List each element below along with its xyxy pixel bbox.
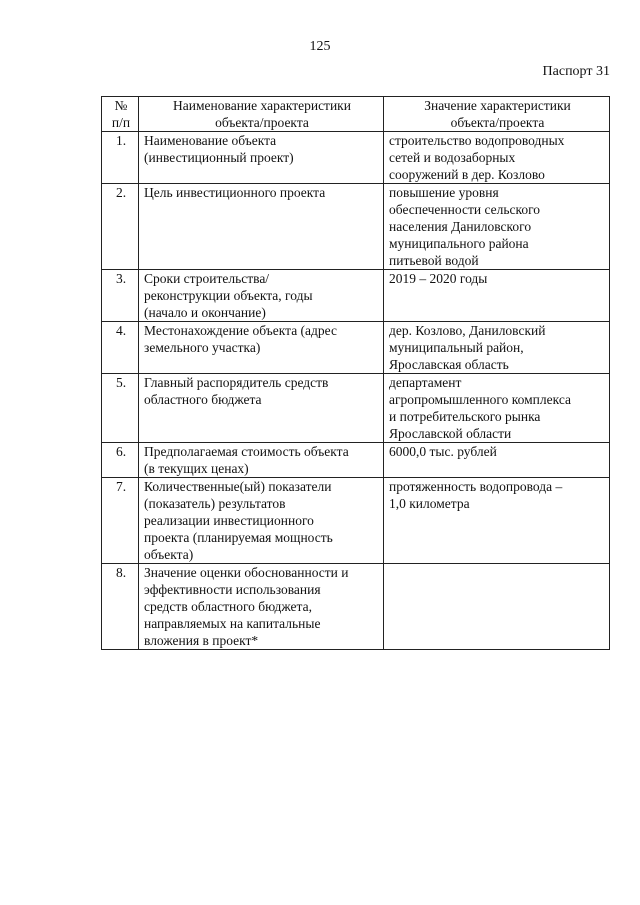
row-name-text: Количественные(ый) показатели (показатель) результатов реализации инвестиционного проекта (планируемая мощность объекта)	[144, 479, 333, 562]
row-value-text: повышение уровня обеспеченности сельского населения Даниловского муниципального района питьевой водой	[389, 185, 541, 268]
row-name	[139, 564, 384, 650]
row-value-text: 6000,0 тыс. рублей	[389, 444, 497, 459]
row-value-text: строительство водопроводных сетей и водозаборных сооружений в дер. Козлово	[389, 133, 565, 182]
row-number-text: 3.	[115, 271, 127, 286]
row-value-text: 2019 – 2020 годы	[389, 271, 488, 286]
row-value-text: департамент агропромышленного комплекса и потребительского рынка Ярославской области	[389, 375, 571, 441]
row-value-text: протяженность водопровода – 1,0 километра	[389, 479, 563, 511]
row-name-text: Наименование объекта (инвестиционный проект)	[144, 133, 294, 165]
row-number	[102, 132, 139, 184]
row-number	[102, 184, 139, 270]
row-name-text: Главный распорядитель средств областного бюджета	[144, 375, 329, 407]
row-number	[102, 443, 139, 478]
row-value	[384, 322, 610, 374]
row-number	[102, 478, 139, 564]
table-row	[102, 478, 610, 564]
row-number-text: 6.	[115, 444, 127, 459]
table-row	[102, 270, 610, 322]
page-number: 125	[309, 39, 331, 54]
row-value	[384, 132, 610, 184]
passport-table	[101, 96, 610, 650]
row-value-text: дер. Козлово, Даниловский муниципальный район, Ярославская область	[389, 323, 546, 372]
row-name	[139, 478, 384, 564]
row-name-text: Предполагаемая стоимость объекта (в текущих ценах)	[144, 444, 349, 476]
row-name	[139, 322, 384, 374]
row-number-text: 4.	[115, 323, 127, 338]
table-row	[102, 564, 610, 650]
table-row	[102, 443, 610, 478]
row-name	[139, 443, 384, 478]
row-number	[102, 322, 139, 374]
row-name-text: Сроки строительства/ реконструкции объекта, годы (начало и окончание)	[144, 271, 313, 320]
header-value-text: Значение характеристики объекта/проекта	[424, 98, 571, 130]
table-row	[102, 322, 610, 374]
table-row	[102, 374, 610, 443]
row-value	[384, 270, 610, 322]
row-number	[102, 374, 139, 443]
row-value	[384, 443, 610, 478]
row-name	[139, 184, 384, 270]
row-number	[102, 564, 139, 650]
row-number-text: 1.	[115, 133, 127, 148]
row-value	[384, 184, 610, 270]
row-number-text: 7.	[115, 479, 127, 494]
header-num-text: № п/п	[111, 98, 131, 130]
table-header-row	[102, 97, 610, 132]
passport-label: Паспорт 31	[542, 64, 610, 79]
row-name-text: Цель инвестиционного проекта	[144, 185, 326, 200]
row-value	[384, 374, 610, 443]
row-name	[139, 374, 384, 443]
row-number-text: 5.	[115, 375, 127, 390]
row-value	[384, 564, 610, 650]
header-name	[139, 97, 384, 132]
header-num	[102, 97, 139, 132]
row-name	[139, 132, 384, 184]
row-number-text: 8.	[115, 565, 127, 580]
table-row	[102, 132, 610, 184]
row-name-text: Значение оценки обоснованности и эффективности использования средств областного бюджета, направляемых на капитальные вложения в проект*	[144, 565, 349, 648]
row-name-text: Местонахождение объекта (адрес земельного участка)	[144, 323, 337, 355]
row-number-text: 2.	[115, 185, 127, 200]
row-name	[139, 270, 384, 322]
row-value	[384, 478, 610, 564]
table-row	[102, 184, 610, 270]
header-value	[384, 97, 610, 132]
row-number	[102, 270, 139, 322]
header-name-text: Наименование характеристики объекта/проекта	[173, 98, 351, 130]
